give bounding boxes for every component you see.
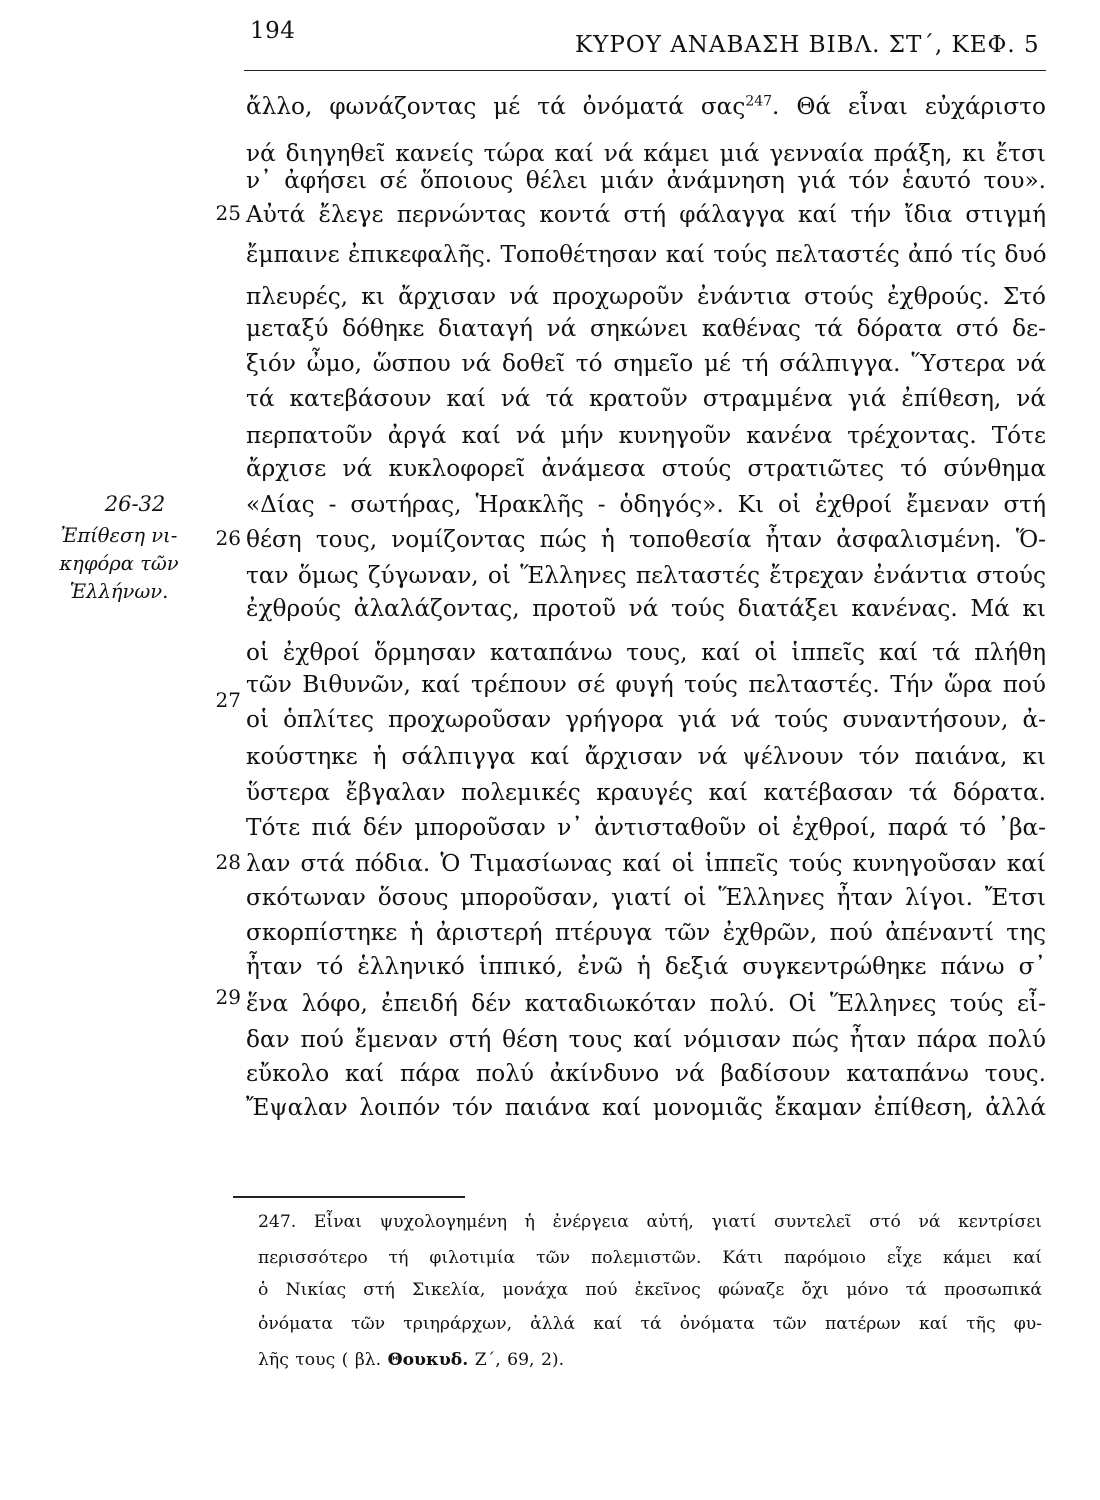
body-line: ἐχθρούς ἀλαλάζοντας, προτοῦ νά τούς διατάξει κανένας. Μά κι: [246, 595, 1046, 622]
margin-note-title-line: Ἑλλήνων.: [69, 580, 169, 603]
footnote-ref-247: 247: [745, 93, 773, 110]
section-number-27: 27: [215, 688, 241, 712]
body-line: ὕστερα ἔβγαλαν πολεμικές κραυγές καί κατέβασαν τά δόρατα.: [246, 779, 1046, 806]
footnote-line: ὀνόματα τῶν τριηράρχων, ἀλλά καί τά ὀνόματα τῶν πατέρων καί τῆς φυ-: [258, 1314, 1042, 1334]
footnote-line: περισσότερο τή φιλοτιμία τῶν πολεμιστῶν. Κάτι παρόμοιο εἶχε κάμει καί: [258, 1248, 1042, 1268]
body-line: κούστηκε ἡ σάλπιγγα καί ἄρχισαν νά ψέλνουν τόν παιάνα, κι: [246, 743, 1046, 770]
footnote-line: ὁ Νικίας στή Σικελία, μονάχα πού ἐκεῖνος φώναζε ὄχι μόνο τά προσωπικά: [258, 1280, 1042, 1300]
body-line: λαν στά πόδια. Ὁ Τιμασίωνας καί οἱ ἱππεῖς τούς κυνηγοῦσαν καί: [246, 850, 1046, 877]
body-line: ἄρχισε νά κυκλοφορεῖ ἀνάμεσα στούς στρατιῶτες τό σύνθημα: [246, 455, 1046, 482]
body-line: Ἔψαλαν λοιπόν τόν παιάνα καί μονομιᾶς ἔκαμαν ἐπίθεση, ἀλλά: [246, 1094, 1046, 1121]
body-line: ἦταν τό ἑλληνικό ἱππικό, ἐνῶ ἡ δεξιά συγκεντρώθηκε πάνω σ᾽: [246, 953, 1046, 980]
margin-note-title-line: κηφόρα τῶν: [59, 552, 179, 575]
body-line: ἔμπαινε ἐπικεφαλῆς. Τοποθέτησαν καί τούς πελταστές ἀπό τίς δυό: [246, 241, 1047, 268]
body-line: ἕνα λόφο, ἐπειδή δέν καταδιωκόταν πολύ. Οἱ Ἕλληνες τούς εἶ-: [246, 990, 1046, 1017]
body-line: σκορπίστηκε ἡ ἀριστερή πτέρυγα τῶν ἐχθρῶν, πού ἀπέναντί της: [246, 919, 1046, 946]
section-number-29: 29: [215, 985, 241, 1009]
body-line: ξιόν ὦμο, ὥσπου νά δοθεῖ τό σημεῖο μέ τή σάλπιγγα. Ὕστερα νά: [246, 350, 1046, 377]
body-line: μεταξύ δόθηκε διαταγή νά σηκώνει καθένας τά δόρατα στό δε-: [246, 315, 1046, 342]
body-line: τῶν Βιθυνῶν, καί τρέπουν σέ φυγή τούς πελταστές. Τήν ὥρα πού: [246, 671, 1046, 698]
body-line: τά κατεβάσουν καί νά τά κρατοῦν στραμμένα γιά ἐπίθεση, νά: [246, 385, 1046, 412]
body-line-part: . Θά εἶναι εὐχάριστο: [772, 93, 1046, 120]
body-line: «Δίας - σωτήρας, Ἡρακλῆς - ὁδηγός». Κι οἱ ἐχθροί ἔμεναν στή: [246, 491, 1046, 518]
body-line-part: ἄλλο, φωνάζοντας μέ τά ὀνόματά σας: [246, 93, 746, 120]
body-line: ταν ὅμως ζύγωναν, οἱ Ἕλληνες πελταστές ἔτρεχαν ἐνάντια στούς: [246, 562, 1046, 589]
body-line: Τότε πιά δέν μποροῦσαν ν᾽ ἀντισταθοῦν οἱ ἐχθροί, παρά τό ᾽βα-: [246, 814, 1046, 841]
body-line: ν᾽ ἀφήσει σέ ὅποιους θέλει μιάν ἀνάμνηση γιά τόν ἑαυτό του».: [246, 167, 1046, 194]
body-line: νά διηγηθεῖ κανείς τώρα καί νά κάμει μιά γενναία πράξη, κι ἔτσι: [246, 140, 1046, 167]
body-line: οἱ ἐχθροί ὅρμησαν καταπάνω τους, καί οἱ ἱππεῖς καί τά πλήθη: [246, 639, 1046, 666]
body-line: εὔκολο καί πάρα πολύ ἀκίνδυνο νά βαδίσουν καταπάνω τους.: [246, 1060, 1046, 1087]
section-number-25: 25: [215, 201, 241, 225]
footnote-rule: [233, 1196, 465, 1198]
body-line: Αὐτά ἔλεγε περνώντας κοντά στή φάλαγγα καί τήν ἴδια στιγμή: [246, 201, 1046, 228]
section-number-28: 28: [215, 850, 241, 874]
footnote-source-ref: Θουκυδ.: [387, 1350, 469, 1370]
body-line: οἱ ὁπλίτες προχωροῦσαν γρήγορα γιά νά τούς συναντήσουν, ἀ-: [246, 706, 1046, 733]
body-line: [246, 95, 1046, 118]
footnote-line-part: λῆς τους ( βλ.: [258, 1350, 388, 1370]
margin-note-range: 26-32: [104, 492, 166, 516]
footnote-line: [258, 1352, 1042, 1369]
margin-note-title-line: Ἐπίθεση νι-: [60, 524, 178, 547]
body-line: σκότωναν ὅσους μποροῦσαν, γιατί οἱ Ἕλληνες ἦταν λίγοι. Ἔτσι: [246, 884, 1046, 911]
body-line: δαν πού ἔμεναν στή θέση τους καί νόμισαν πώς ἦταν πάρα πολύ: [246, 1026, 1046, 1053]
footnote-line: 247. Εἶναι ψυχολογημένη ἡ ἐνέργεια αὐτή, γιατί συντελεῖ στό νά κεντρίσει: [258, 1212, 1042, 1232]
footnote-line-part: Ζ΄, 69, 2).: [468, 1350, 565, 1370]
header-rule: [244, 70, 1046, 71]
body-line: θέση τους, νομίζοντας πώς ἡ τοποθεσία ἦταν ἀσφαλισμένη. Ὅ-: [246, 526, 1046, 553]
section-number-26: 26: [215, 526, 241, 550]
margin-note-title: [44, 522, 194, 606]
page-number: 194: [250, 18, 296, 44]
body-line: περπατοῦν ἀργά καί νά μήν κυνηγοῦν κανένα τρέχοντας. Τότε: [246, 422, 1046, 449]
running-title: ΚΥΡΟΥ ΑΝΑΒΑΣΗ ΒΙΒΛ. ΣΤ΄, ΚΕΦ. 5: [575, 32, 1040, 58]
body-line: πλευρές, κι ἄρχισαν νά προχωροῦν ἐνάντια στούς ἐχθρούς. Στό: [246, 283, 1046, 310]
